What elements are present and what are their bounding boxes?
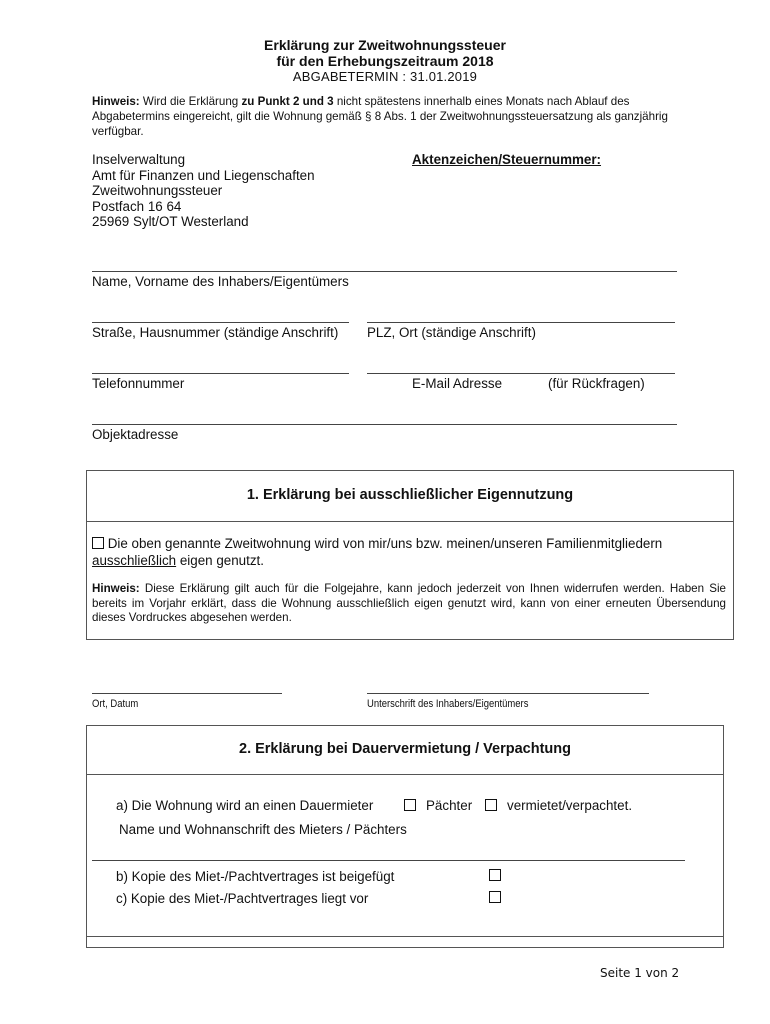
section-1-divider <box>86 521 734 522</box>
rented-text: vermietet/verpachtet. <box>507 798 633 813</box>
contract-attached-checkbox[interactable] <box>489 869 501 881</box>
self-use-checkbox[interactable] <box>92 537 104 549</box>
form-subtitle: für den Erhebungszeitraum 2018 <box>276 53 494 69</box>
object-address-field[interactable] <box>92 424 677 425</box>
place-date-field[interactable] <box>92 693 282 694</box>
tenant-checkbox[interactable] <box>404 799 416 811</box>
name-label: Name, Vorname des Inhabers/Eigentümers <box>92 274 349 289</box>
section-2-heading: 2. Erklärung bei Dauervermietung / Verpachtung <box>239 741 571 757</box>
contract-available-checkbox[interactable] <box>489 891 501 903</box>
address-line: Amt für Finanzen und Liegenschaften <box>92 167 315 183</box>
street-label: Straße, Hausnummer (ständige Anschrift) <box>92 325 339 340</box>
tenant-address-label: Name und Wohnanschrift des Mieters / Pächters <box>119 822 407 837</box>
rental-option-text: a) Die Wohnung wird an einen Dauermieter <box>116 798 374 813</box>
tenant-address-field[interactable] <box>92 860 685 861</box>
section-1-note <box>92 582 726 626</box>
signature-label: Unterschrift des Inhabers/Eigentümers <box>367 698 529 710</box>
recipient-address <box>92 152 315 230</box>
street-field[interactable] <box>92 322 349 323</box>
address-line: 25969 Sylt/OT Westerland <box>92 214 249 230</box>
self-use-statement <box>92 535 728 569</box>
city-label: PLZ, Ort (ständige Anschrift) <box>367 325 536 340</box>
email-note: (für Rückfragen) <box>548 376 645 391</box>
section-1-heading: 1. Erklärung bei ausschließlicher Eigennutzung <box>246 487 574 503</box>
form-title: Erklärung zur Zweitwohnungssteuer <box>264 37 506 53</box>
phone-label: Telefonnummer <box>92 376 185 391</box>
address-line: Inselverwaltung <box>92 152 186 167</box>
deadline: ABGABETERMIN : 31.01.2019 <box>292 69 478 84</box>
address-line: Postfach 16 64 <box>92 198 182 214</box>
email-field[interactable] <box>367 373 675 374</box>
self-use-text-a: Die oben genannte Zweitwohnung wird von mir/uns bzw. meinen/unseren Familienmitgliedern <box>104 536 663 551</box>
section-2-divider <box>86 774 724 775</box>
self-use-underlined: ausschließlich <box>92 553 177 568</box>
notice-label: Hinweis: <box>92 95 140 108</box>
city-field[interactable] <box>367 322 675 323</box>
signature-field[interactable] <box>367 693 649 694</box>
notice-text-a: Wird die Erklärung <box>139 95 242 108</box>
reference-number-label: Aktenzeichen/Steuernummer: <box>412 152 602 167</box>
leaseholder-text: Pächter <box>426 798 473 813</box>
contract-available-text: c) Kopie des Miet-/Pachtvertrages liegt vor <box>116 891 369 906</box>
contract-attached-text: b) Kopie des Miet-/Pachtvertrages ist beigefügt <box>116 869 395 884</box>
leaseholder-checkbox[interactable] <box>485 799 497 811</box>
self-use-text-b: eigen genutzt. <box>176 553 264 568</box>
notice-bold: zu Punkt 2 und 3 <box>241 95 334 108</box>
name-field[interactable] <box>92 271 677 272</box>
object-address-label: Objektadresse <box>92 427 179 442</box>
email-label: E-Mail Adresse <box>412 376 503 391</box>
section-1-note-text: Diese Erklärung gilt auch für die Folgejahre, kann jedoch jederzeit von Ihnen widerrufen werden. Haben Sie bereits im Vorjahr erklärt, dass die Wohnung ausschließlich eigen genutzt wird, kann von einer erneuten Übersendung dieses Vordruckes abgesehen werden. <box>92 582 726 624</box>
address-line: Zweitwohnungssteuer <box>92 183 223 199</box>
notice-text-b: nicht spätestens innerhalb eines Monats nach Ablauf des Abgabetermins eingereicht, gilt die Wohnung gemäß § 8 Abs. 1 der Zweitwohnungssteuersatzung als ganzjährig verfügbar. <box>92 95 668 138</box>
section-1-note-label: Hinweis: <box>92 582 140 595</box>
notice <box>92 94 692 139</box>
place-date-label: Ort, Datum <box>92 698 139 710</box>
page-number: Seite 1 von 2 <box>600 966 680 980</box>
phone-field[interactable] <box>92 373 349 374</box>
section-2-bottom-divider <box>86 936 724 937</box>
